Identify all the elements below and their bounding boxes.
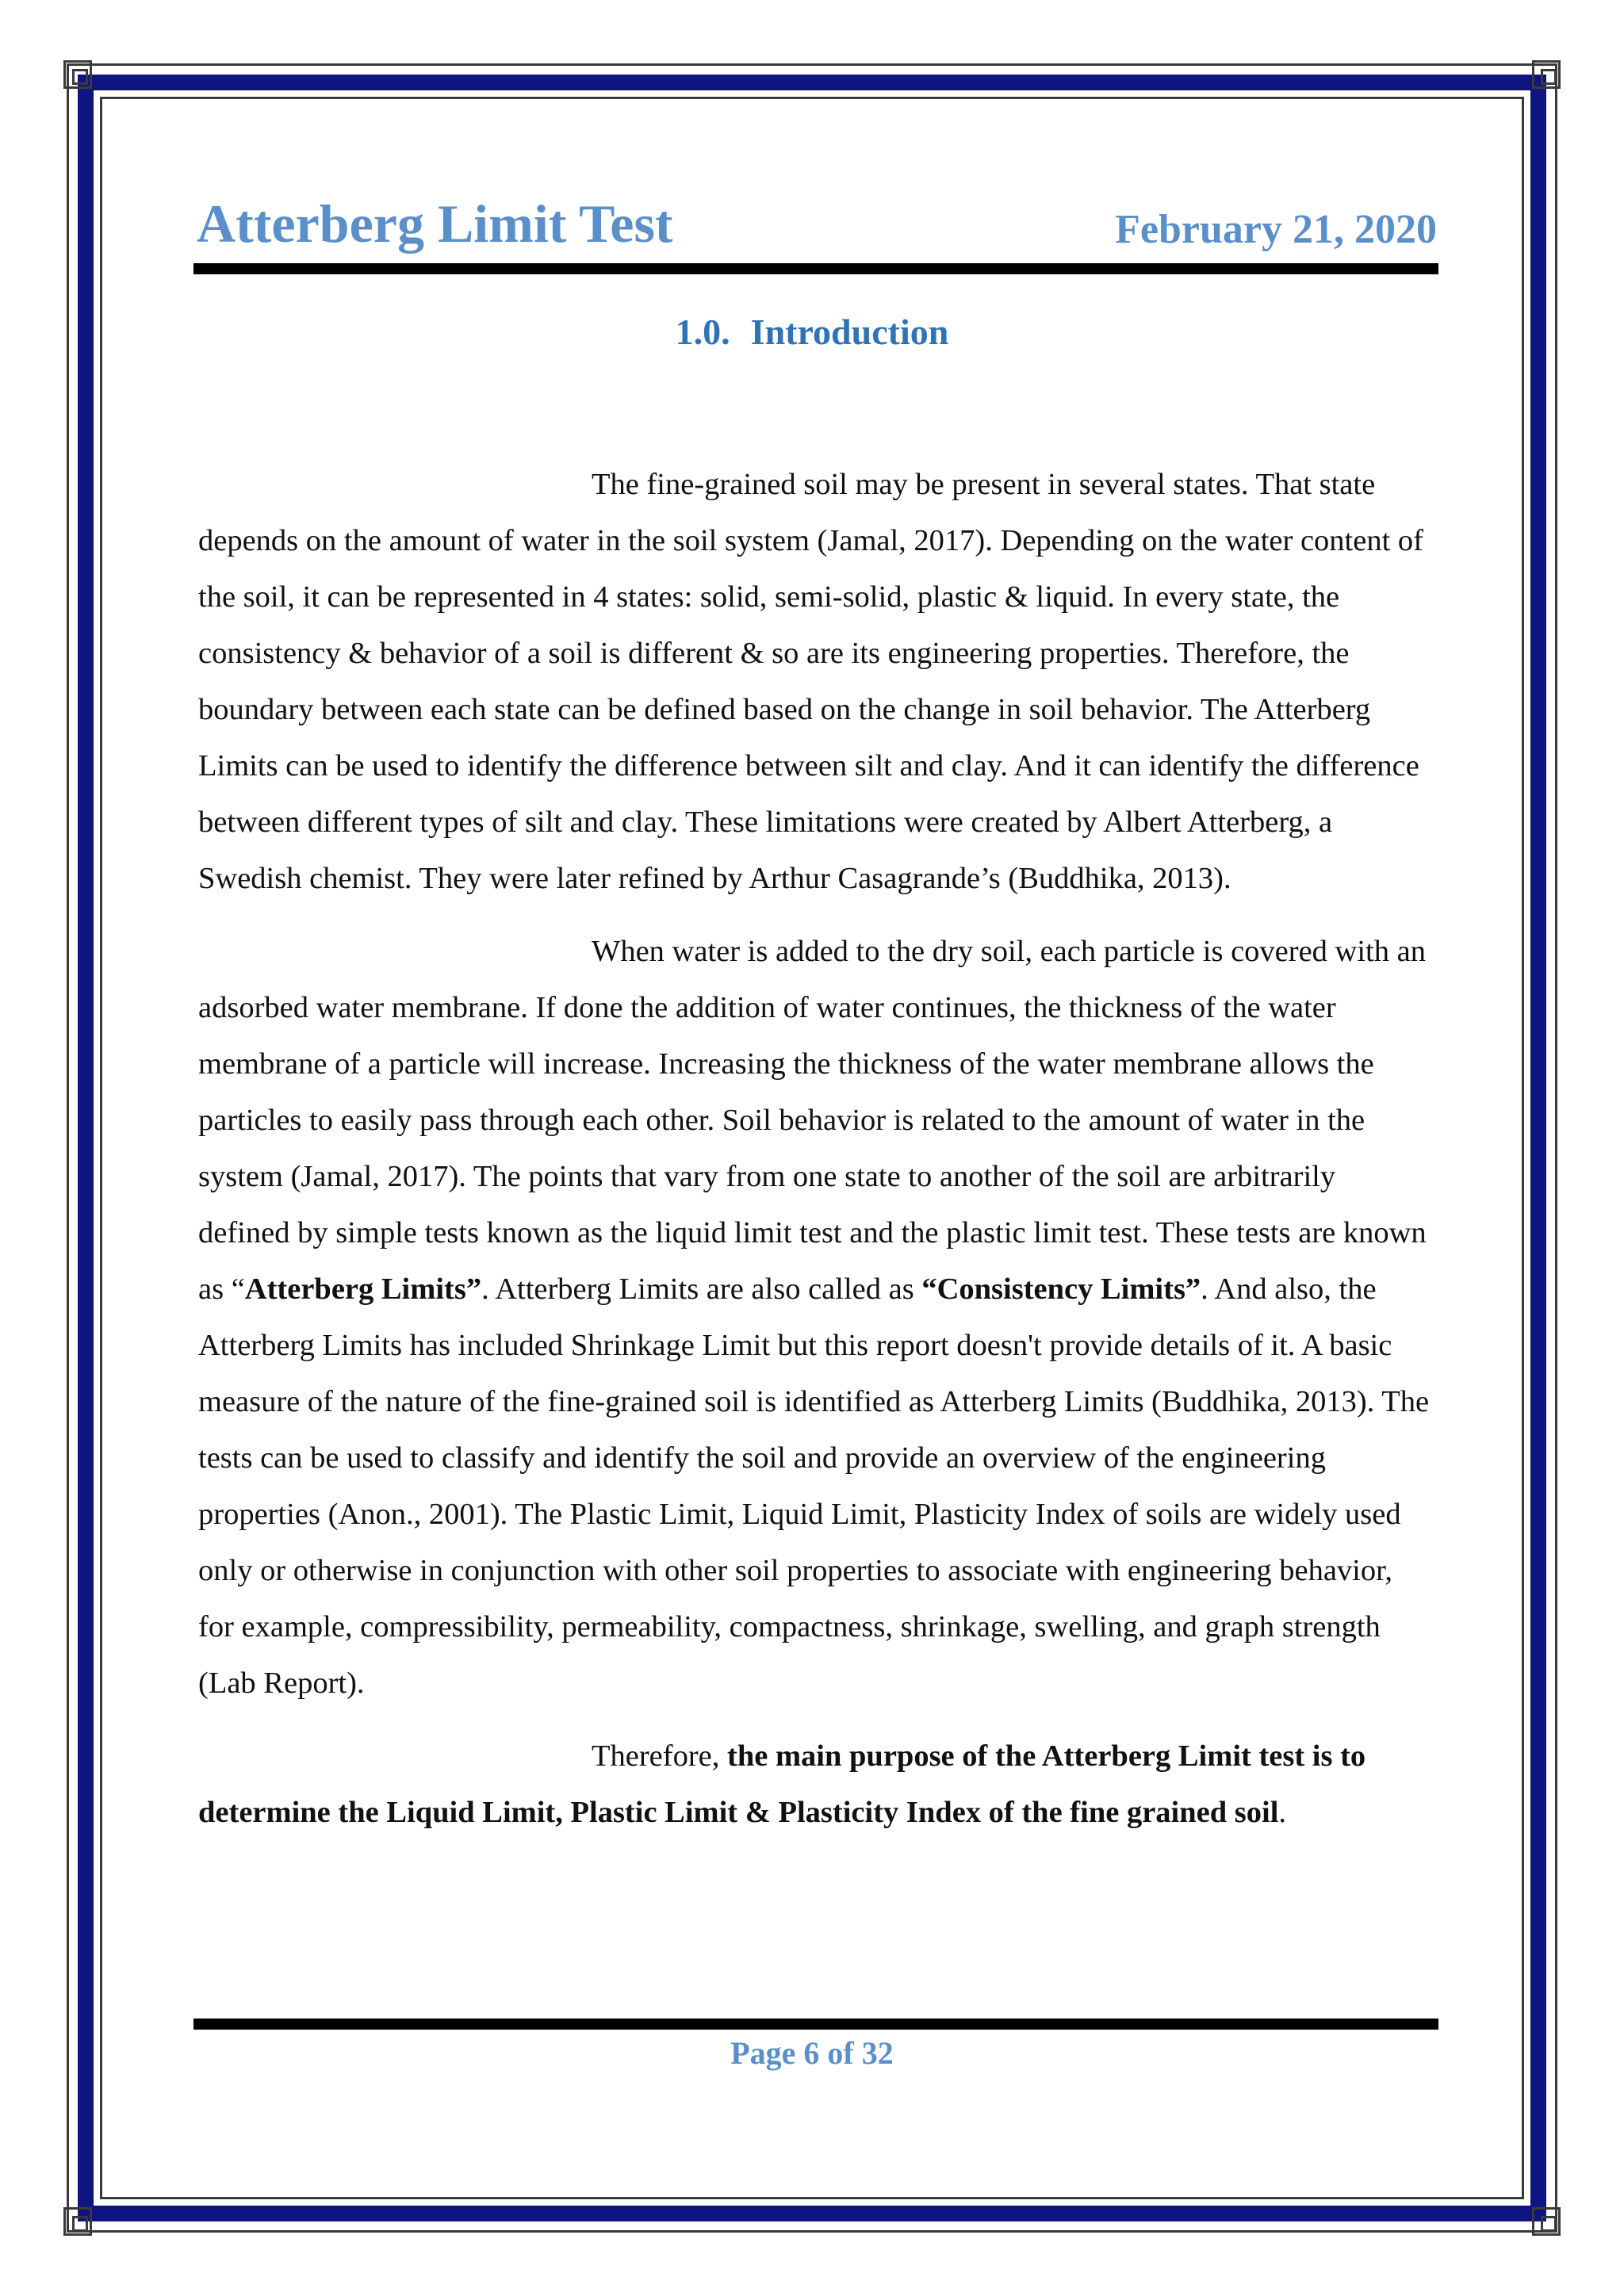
body-text	[198, 457, 1432, 1858]
header-date: February 21, 2020	[1115, 207, 1437, 252]
purpose-statement: the main purpose of the Atterberg Limit test is to determine the Liquid Limit, Plastic Limit & Plasticity Index of the fine grained soil	[198, 1739, 1366, 1829]
paragraph-1: The fine-grained soil may be present in several states. That state depends on the amount of water in the soil system (Jamal, 2017). Depending on the water content of the soil, it can be represented in 4 states: solid, semi-solid, plastic & liquid. In every state, the consistency & behavior of a soil is different & so are its engineering properties. Therefore, the boundary between each state can be defined based on the change in soil behavior. The Atterberg Limits can be used to identify the difference between silt and clay. And it can identify the difference between different types of silt and clay. These limitations were created by Albert Atterberg, a Swedish chemist. They were later refined by Arthur Casagrande’s (Buddhika, 2013).	[198, 468, 1423, 895]
bold-term-atterberg-limits: Atterberg Limits”	[244, 1272, 482, 1306]
corner-ornament-bottom-left	[63, 2207, 92, 2236]
footer-rule	[193, 2019, 1438, 2030]
header-title: Atterberg Limit Test	[197, 193, 673, 254]
corner-ornament-top-right	[1532, 60, 1561, 89]
paragraph-3-text-c: .	[1278, 1796, 1287, 1829]
paragraph-2-text-c: . Atterberg Limits are also called as	[481, 1272, 922, 1306]
paragraph-2	[198, 924, 1432, 1712]
section-heading	[0, 314, 1624, 350]
paragraph-2-text-a: When water is added to the dry soil, each particle is covered with an adsorbed water membrane. If done the addition of water continues, the thickness of the water membrane of a particle will increase. Increasing the thickness of the water membrane allows the particles to easily pass through each other. Soil behavior is related to the amount of water in the system (Jamal, 2017). The points that vary from one state to another of the soil are arbitrarily defined by simple tests known as the liquid limit test and the plastic limit test. These tests are known as “	[198, 935, 1427, 1306]
paragraph-3	[198, 1728, 1432, 1841]
section-number: 1.0.	[675, 312, 730, 352]
paragraph-3-text-a: Therefore,	[592, 1739, 727, 1773]
page-number: Page 6 of 32	[730, 2035, 894, 2071]
corner-ornament-top-left	[63, 60, 92, 89]
paragraph-2-text-d: . And also, the Atterberg Limits has included Shrinkage Limit but this report doesn't provide details of it. A basic measure of the nature of the fine-grained soil is identified as Atterberg Limits (Buddhika, 2013). The tests can be used to classify and identify the soil and provide an overview of the engineering properties (Anon., 2001). The Plastic Limit, Liquid Limit, Plasticity Index of soils are widely used only or otherwise in conjunction with other soil properties to associate with engineering behavior, for example, compressibility, permeability, compactness, shrinkage, swelling, and graph strength (Lab Report).	[198, 1272, 1430, 1700]
header-rule	[193, 263, 1438, 274]
section-title: Introduction	[750, 312, 949, 352]
corner-ornament-bottom-right	[1532, 2207, 1561, 2236]
bold-term-consistency-limits: “Consistency Limits”	[921, 1272, 1201, 1306]
